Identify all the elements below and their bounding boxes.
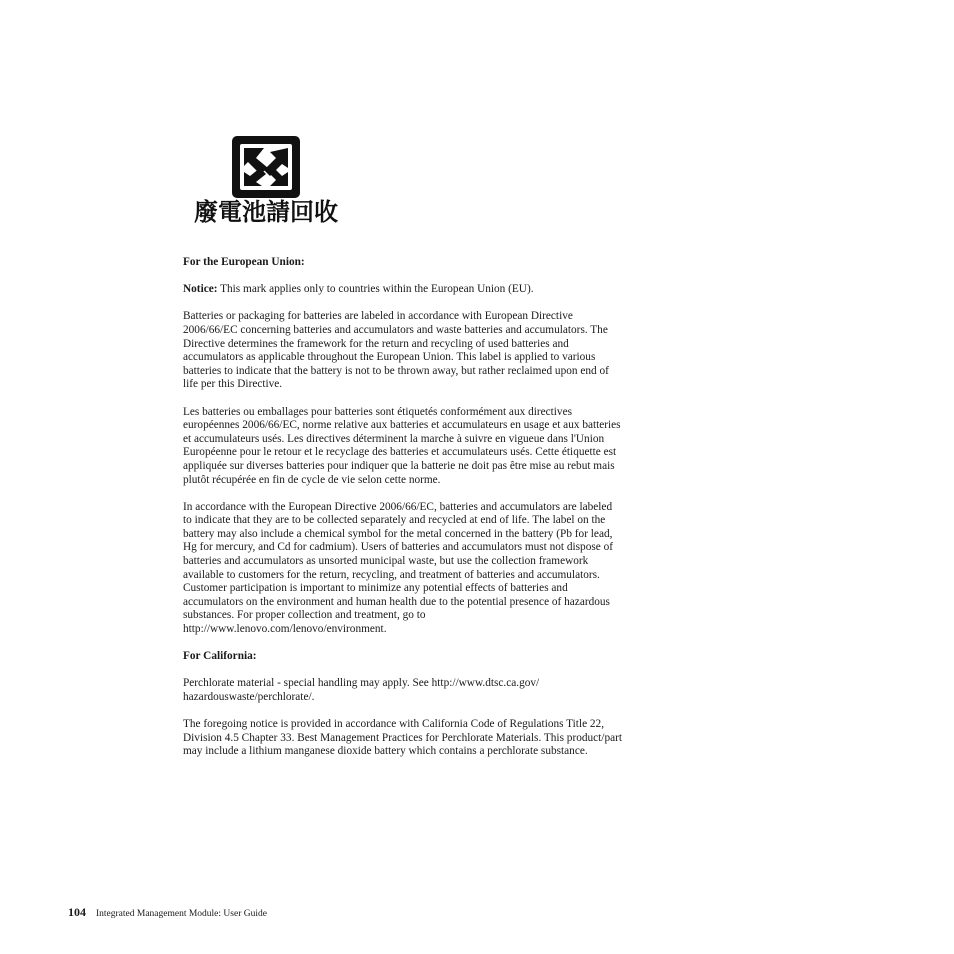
page-content (183, 256, 623, 773)
document-title: Integrated Management Module: User Guide (96, 909, 267, 919)
logo-caption: 廢電池請回收 (194, 198, 338, 226)
california-paragraph-perchlorate: Perchlorate material - special handling may apply. See http://www.dtsc.ca.gov/ hazardouswaste/perchlorate/. (183, 677, 540, 703)
notice-label: Notice: (183, 283, 218, 296)
eu-paragraph-french: Les batteries ou emballages pour batteries sont étiquetés conformément aux directives européennes 2006/66/EC, norme relative aux batteries et accumulateurs en usage et aux batteries et accumulateurs usés. Les directives déterminent la marche à suivre en vigueue dans l'Union Européenne pour le retour et le recyclage des batteries et accumulateurs usés. Cette étiquette est appliquée sur diverses batteries pour indiquer que la batterie ne doit pas être mise au rebut mais plutôt récupérée en fin de cycle de vie selon cette norme. (183, 405, 621, 486)
page-footer (68, 901, 267, 920)
recycling-symbol-icon (190, 134, 342, 226)
page-number: 104 (68, 905, 86, 919)
notice-text: This mark applies only to countries within the European Union (EU). (217, 283, 534, 296)
eu-paragraph-directive: Batteries or packaging for batteries are labeled in accordance with European Directive 2006/66/EC concerning batteries and accumulators and waste batteries and accumulators. The Directive determines the framework for the return and recycling of used batteries and accumulators as applicable throughout the European Union. This label is applied to various batteries to indicate that the battery is not to be thrown away, but rather reclaimed upon end of life per this Directive. (183, 310, 609, 391)
california-heading: For California: (183, 650, 257, 663)
eu-notice (183, 283, 623, 297)
eu-paragraph-collection: In accordance with the European Directive 2006/66/EC, batteries and accumulators are labeled to indicate that they are to be collected separately and recycled at end of life. The label on the battery may also include a chemical symbol for the metal concerned in the battery (Pb for lead, Hg for mercury, and Cd for cadmium). Users of batteries and accumulators must not dispose of batteries and accumulators as unsorted municipal waste, but use the collection framework available to customers for the return, recycling, and treatment of batteries and accumulators. Customer participation is important to minimize any potential effects of batteries and accumulators on the environment and human health due to the potential presence of hazardous substances. For proper collection and treatment, go to http://www.lenovo.com/lenovo/environment. (183, 500, 614, 636)
eu-heading: For the European Union: (183, 256, 305, 268)
california-paragraph-regulation: The foregoing notice is provided in accordance with California Code of Regulations Title 22, Division 4.5 Chapter 33. Best Management Practices for Perchlorate Materials. This product/part may include a lithium manganese dioxide battery which contains a perchlorate substance. (183, 718, 623, 758)
taiwan-battery-recycling-logo (190, 134, 342, 226)
